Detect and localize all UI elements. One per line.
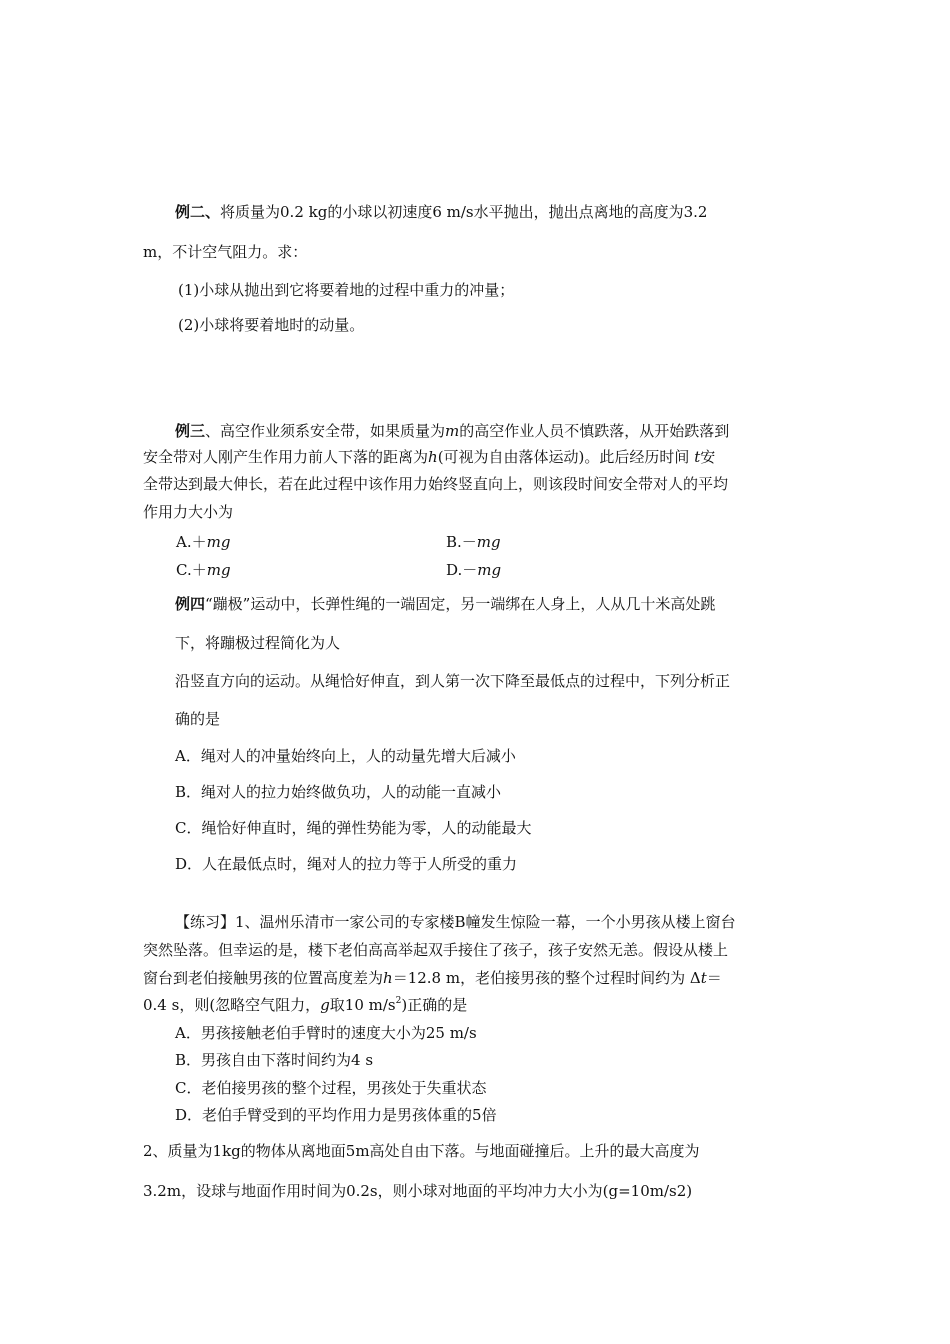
example-3-line-4: 作用力大小为 <box>143 503 234 521</box>
example-2-text: 将质量为0.2 kg的小球以初速度6 m/s水平抛出，抛出点离地的高度为3.2 <box>220 203 708 221</box>
example-2-line-1 <box>175 202 707 222</box>
practice-1-option-c: C．老伯接男孩的整个过程，男孩处于失重状态 <box>175 1079 487 1097</box>
example-3-option-b: B.－mg <box>446 533 501 551</box>
example-3-option-a: A.＋mg <box>176 533 231 551</box>
example-4-option-b: B．绳对人的拉力始终做负功，人的动能一直减小 <box>175 783 502 801</box>
practice-1-option-b: B．男孩自由下落时间约为4 s <box>175 1051 374 1069</box>
example-4-line-2: 下，将蹦极过程简化为人 <box>175 634 341 652</box>
example-2-label: 例二、 <box>175 203 221 221</box>
example-4-option-c: C．绳恰好伸直时，绳的弹性势能为零，人的动能最大 <box>175 819 532 837</box>
practice-2-line-2: 3.2m，设球与地面作用时间为0.2s，则小球对地面的平均冲力大小为(g=10m/s2) <box>143 1182 693 1200</box>
example-4-label: 例四 <box>175 595 206 613</box>
example-4-line-1: 例四“蹦极”运动中，长弹性绳的一端固定，另一端绑在人身上，人从几十米高处跳 <box>175 595 716 613</box>
practice-1-line-3: 窗台到老伯接触男孩的位置高度差为h＝12.8 m，老伯接男孩的整个过程时间约为 Δt＝ <box>143 969 722 987</box>
example-3-option-c: C.＋mg <box>176 561 231 579</box>
example-3-line-2: 安全带对人刚产生作用力前人下落的距离为h(可视为自由落体运动)。此后经历时间 t安 <box>143 448 716 466</box>
practice-1-option-a: A．男孩接触老伯手臂时的速度大小为25 m/s <box>175 1024 477 1042</box>
practice-1-line-2: 突然坠落。但幸运的是，楼下老伯高高举起双手接住了孩子，孩子安然无恙。假设从楼上 <box>143 941 729 959</box>
example-3-line-3: 全带达到最大伸长，若在此过程中该作用力始终竖直向上，则该段时间安全带对人的平均 <box>143 475 729 493</box>
example-4-line-4: 确的是 <box>175 710 221 728</box>
practice-1-option-d: D．老伯手臂受到的平均作用力是男孩体重的5倍 <box>175 1106 497 1124</box>
example-3-label: 例三 <box>175 422 206 440</box>
example-2-question-2: (2)小球将要着地时的动量。 <box>178 316 365 334</box>
example-2-question-1: (1)小球从抛出到它将要着地的过程中重力的冲量； <box>178 281 515 299</box>
example-2-line-2: m，不计空气阻力。求： <box>143 243 308 261</box>
practice-2-line-1: 2、质量为1kg的物体从离地面5m高处自由下落。与地面碰撞后。上升的最大高度为 <box>143 1142 700 1160</box>
example-3-option-d: D.－mg <box>446 561 502 579</box>
practice-1-line-1: 【练习】1、温州乐清市一家公司的专家楼B幢发生惊险一幕，一个小男孩从楼上窗台 <box>175 913 736 931</box>
example-4-line-3: 沿竖直方向的运动。从绳恰好伸直，到人第一次下降至最低点的过程中，下列分析正 <box>175 672 731 690</box>
example-4-option-a: A．绳对人的冲量始终向上，人的动量先增大后减小 <box>175 747 516 765</box>
practice-1-line-4: 0.4 s，则(忽略空气阻力，g取10 $m/s^2$)正确的是 <box>143 996 468 1014</box>
example-3-line-1: 例三、高空作业须系安全带，如果质量为m的高空作业人员不慎跌落，从开始跌落到 <box>175 422 730 440</box>
example-4-option-d: D．人在最低点时，绳对人的拉力等于人所受的重力 <box>175 855 518 873</box>
